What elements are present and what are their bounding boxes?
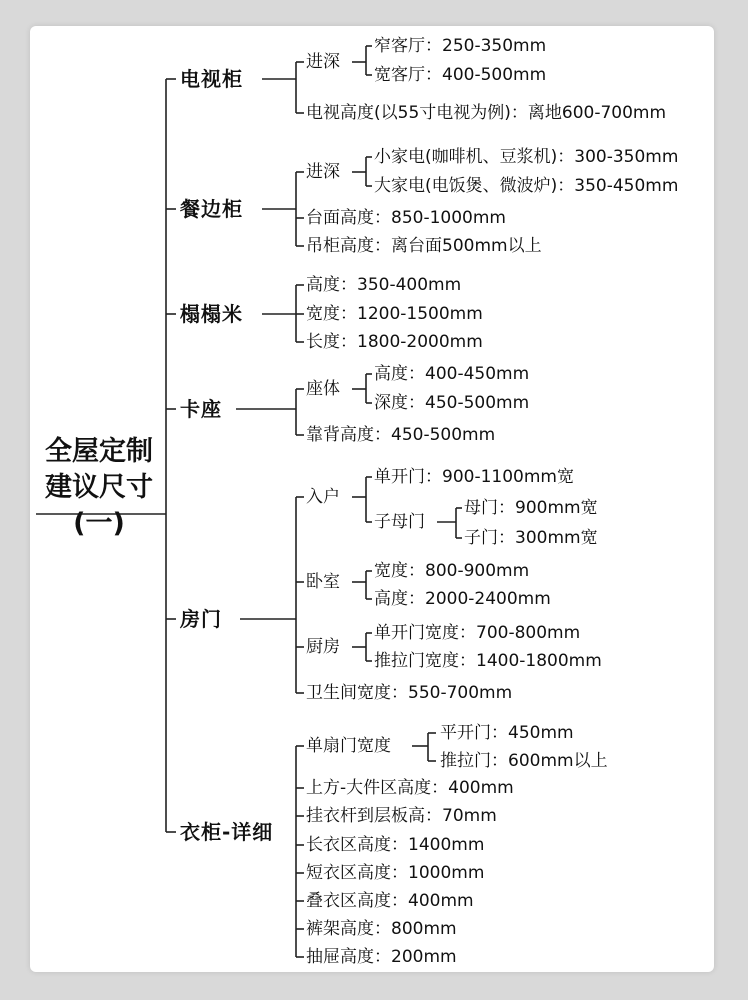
wardrobe-long-area: 长衣区高度：1400mm — [306, 835, 485, 855]
category-sideboard: 餐边柜 — [180, 197, 243, 221]
category-tv-cabinet: 电视柜 — [180, 67, 243, 91]
door-bedroom-width: 宽度：800-900mm — [374, 561, 530, 581]
sideboard-small-appliance: 小家电(咖啡机、豆浆机)：300-350mm — [374, 147, 679, 167]
wardrobe-short-area: 短衣区高度：1000mm — [306, 863, 485, 883]
wardrobe-single-door-label: 单扇门宽度 — [306, 736, 391, 756]
door-mother-child-label: 子母门 — [374, 512, 425, 532]
door-kitchen-label: 厨房 — [306, 637, 340, 657]
door-entry-single: 单开门：900-1100mm宽 — [374, 467, 574, 487]
wardrobe-fold-area: 叠衣区高度：400mm — [306, 891, 474, 911]
door-mother: 母门：900mm宽 — [464, 498, 598, 518]
booth-seat-height: 高度：400-450mm — [374, 364, 530, 384]
sideboard-depth-label: 进深 — [306, 162, 340, 182]
sideboard-large-appliance: 大家电(电饭煲、微波炉)：350-450mm — [374, 176, 679, 196]
wardrobe-swing-door: 平开门：450mm — [440, 723, 574, 743]
door-kitchen-single: 单开门宽度：700-800mm — [374, 623, 581, 643]
wardrobe-top-area: 上方-大件区高度：400mm — [306, 778, 514, 798]
tatami-height: 高度：350-400mm — [306, 275, 462, 295]
door-entry-label: 入户 — [306, 487, 340, 507]
door-child: 子门：300mm宽 — [464, 528, 598, 548]
door-bedroom-height: 高度：2000-2400mm — [374, 589, 551, 609]
wardrobe-pants-rack: 裤架高度：800mm — [306, 919, 457, 939]
wardrobe-sliding-door: 推拉门：600mm以上 — [440, 751, 608, 771]
door-bathroom-width: 卫生间宽度：550-700mm — [306, 683, 513, 703]
booth-back-height: 靠背高度：450-500mm — [306, 425, 496, 445]
tv-height: 电视高度(以55寸电视为例)：离地600-700mm — [306, 103, 667, 123]
tv-wide-room: 宽客厅：400-500mm — [374, 65, 547, 85]
tv-narrow-room: 窄客厅：250-350mm — [374, 36, 547, 56]
tv-depth-label: 进深 — [306, 52, 340, 72]
category-wardrobe: 衣柜-详细 — [180, 820, 274, 844]
booth-seat-label: 座体 — [306, 379, 340, 399]
title-line-1: 全屋定制 — [45, 436, 153, 467]
title-line-2: 建议尺寸 — [45, 472, 153, 503]
door-bedroom-label: 卧室 — [306, 572, 340, 592]
booth-seat-depth: 深度：450-500mm — [374, 393, 530, 413]
tatami-length: 长度：1800-2000mm — [306, 332, 483, 352]
wardrobe-rod-height: 挂衣杆到层板高：70mm — [306, 806, 497, 826]
category-tatami: 榻榻米 — [180, 302, 243, 326]
sideboard-hanging-height: 吊柜高度：离台面500mm以上 — [306, 236, 542, 256]
door-kitchen-sliding: 推拉门宽度：1400-1800mm — [374, 651, 602, 671]
tatami-width: 宽度：1200-1500mm — [306, 304, 483, 324]
title-line-3: (一) — [73, 508, 125, 539]
sideboard-counter-height: 台面高度：850-1000mm — [306, 208, 506, 228]
wardrobe-drawer: 抽屉高度：200mm — [306, 947, 457, 967]
category-door: 房门 — [180, 607, 222, 631]
category-booth: 卡座 — [180, 397, 222, 421]
